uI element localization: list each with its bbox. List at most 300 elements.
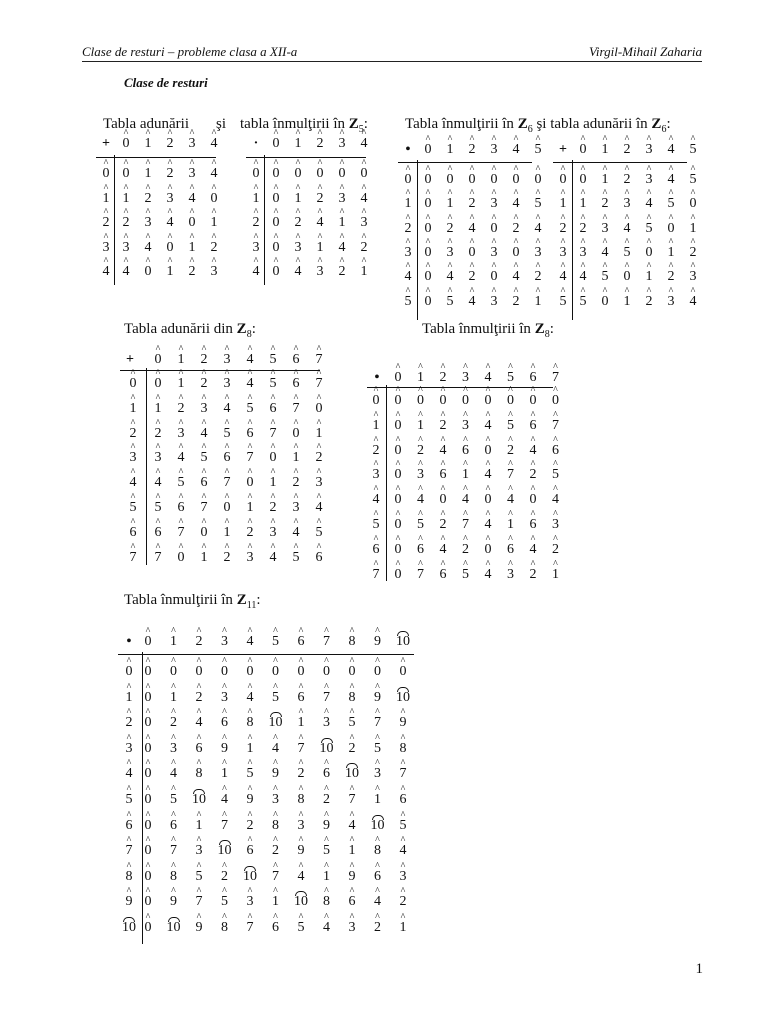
cell-value: ^ 3 — [298, 818, 305, 834]
table-cell — [201, 525, 208, 541]
row-label-value: ^ 5 — [126, 792, 133, 808]
header-value: ^ 4 — [211, 136, 218, 152]
table-cell — [552, 542, 559, 558]
table-cell — [298, 664, 305, 680]
cell-value: ^ 3 — [316, 475, 323, 491]
cell-value: ^ 3 — [221, 690, 228, 706]
cell-value: ^ 0 — [646, 245, 653, 261]
cell-value: ^ 0 — [167, 240, 174, 256]
table-cell — [298, 920, 305, 936]
row-label — [126, 690, 133, 706]
table-cell — [417, 418, 424, 434]
cell-value: ^ 2 — [189, 264, 196, 280]
table-cell — [272, 894, 279, 910]
cell-value: ^ 0 — [145, 741, 152, 757]
table-cell — [145, 869, 152, 885]
cell-value: ^ 0 — [201, 525, 208, 541]
column-header — [491, 142, 498, 158]
cell-value: ^ 1 — [690, 221, 697, 237]
cell-value: ^ 0 — [462, 393, 469, 409]
table-cell — [513, 172, 520, 188]
table-cell — [201, 475, 208, 491]
cell-value: ^ 0 — [293, 426, 300, 442]
row-label — [253, 215, 260, 231]
cell-value: 10 — [294, 894, 308, 910]
row-label-value: ^ 4 — [373, 492, 380, 508]
table-cell — [323, 920, 330, 936]
header-value: ^ 2 — [469, 142, 476, 158]
table-cell — [211, 264, 218, 280]
row-label — [373, 443, 380, 459]
cell-value: ^ 0 — [211, 191, 218, 207]
column-header — [155, 352, 162, 368]
table-cell — [320, 741, 334, 757]
cell-value: ^ 2 — [552, 542, 559, 558]
cell-value: ^ 4 — [552, 492, 559, 508]
operator-symbol: + — [559, 142, 567, 157]
cell-value: ^ 6 — [552, 443, 559, 459]
cell-value: ^ 0 — [602, 294, 609, 310]
table-cell — [552, 492, 559, 508]
table-cell — [491, 245, 498, 261]
caption-z11-colon: : — [256, 592, 261, 608]
column-header — [247, 634, 254, 650]
header-value: ^ 1 — [417, 370, 424, 386]
cell-value: ^ 0 — [395, 443, 402, 459]
table-cell — [646, 245, 653, 261]
cell-value: ^ 7 — [323, 690, 330, 706]
table-cell — [323, 766, 330, 782]
table-cell — [491, 172, 498, 188]
cell-value: ^ 4 — [270, 550, 277, 566]
cell-value: ^ 2 — [196, 690, 203, 706]
table-cell — [646, 294, 653, 310]
table-cell — [469, 294, 476, 310]
cell-value: ^ 1 — [196, 818, 203, 834]
table-cell — [201, 376, 208, 392]
column-header — [273, 136, 280, 152]
table-cell — [221, 715, 228, 731]
table-cell — [462, 467, 469, 483]
cell-value: ^ 4 — [535, 221, 542, 237]
table-cell — [374, 869, 381, 885]
cell-value: ^ 3 — [374, 766, 381, 782]
table-cell — [196, 715, 203, 731]
cell-value: ^ 0 — [145, 920, 152, 936]
table-cell — [247, 741, 254, 757]
table-cell — [425, 269, 432, 285]
table-cell — [507, 567, 514, 583]
caption-z6-subscript-2: 6 — [661, 124, 667, 135]
table-cell — [273, 191, 280, 207]
header-left: Clase de resturi – probleme clasa a XII-a — [82, 44, 298, 59]
table-cell — [624, 245, 631, 261]
table-cell — [272, 766, 279, 782]
column-header — [552, 370, 559, 386]
row-label-value: ^ 1 — [560, 196, 567, 212]
table-cell — [469, 221, 476, 237]
header-value: 10 — [396, 634, 410, 649]
cell-value: ^ 3 — [196, 843, 203, 859]
cell-value: ^ 5 — [224, 426, 231, 442]
table-cell — [485, 467, 492, 483]
cell-value: ^ 0 — [690, 196, 697, 212]
cell-value: ^ 4 — [485, 517, 492, 533]
table-cell — [371, 818, 385, 834]
table-cell — [272, 792, 279, 808]
row-label — [126, 664, 133, 680]
caption-z6 — [405, 116, 671, 135]
header-value: ^ 8 — [349, 634, 356, 650]
cell-value: ^ 3 — [167, 191, 174, 207]
table-cell — [170, 818, 177, 834]
cell-value: ^ 6 — [298, 690, 305, 706]
cell-value: ^ 3 — [317, 264, 324, 280]
header-value: ^ 2 — [196, 634, 203, 650]
caption-z8-mul-subscript: 8 — [544, 329, 550, 340]
row-label — [560, 245, 567, 261]
cell-value: ^ 4 — [668, 172, 675, 188]
row-label — [126, 869, 133, 885]
header-value: ^ 3 — [224, 352, 231, 368]
cell-value: ^ 3 — [211, 264, 218, 280]
table-cell — [552, 393, 559, 409]
table-cell — [668, 196, 675, 212]
cell-value: ^ 6 — [178, 500, 185, 516]
table-cell — [247, 376, 254, 392]
cell-value: ^ 2 — [211, 240, 218, 256]
cell-value: ^ 8 — [374, 843, 381, 859]
cell-value: ^ 5 — [374, 741, 381, 757]
header-value: ^ 4 — [513, 142, 520, 158]
cell-value: ^ 6 — [316, 550, 323, 566]
table-cell — [624, 172, 631, 188]
cell-value: ^ 4 — [400, 843, 407, 859]
caption-z8-mul-symbol: Z — [534, 321, 545, 337]
row-label — [126, 741, 133, 757]
column-header — [646, 142, 653, 158]
table-cell — [552, 443, 559, 459]
table-cell — [580, 269, 587, 285]
cell-value: ^ 2 — [221, 869, 228, 885]
cell-value: ^ 4 — [690, 294, 697, 310]
table-cell — [690, 221, 697, 237]
cell-value: ^ 0 — [170, 664, 177, 680]
table-cell — [374, 741, 381, 757]
table-cell — [298, 843, 305, 859]
table-cell — [145, 766, 152, 782]
cell-value: ^ 5 — [462, 567, 469, 583]
cell-value: ^ 4 — [247, 690, 254, 706]
cell-value: ^ 1 — [201, 550, 208, 566]
row-label — [560, 269, 567, 285]
table-cell — [339, 191, 346, 207]
column-header — [485, 370, 492, 386]
table-cell — [690, 172, 697, 188]
table-cell — [580, 221, 587, 237]
cell-value: ^ 9 — [221, 741, 228, 757]
column-header — [513, 142, 520, 158]
table-cell — [374, 664, 381, 680]
cell-value: ^ 1 — [145, 166, 152, 182]
table-cell — [189, 264, 196, 280]
table-cell — [395, 567, 402, 583]
cell-value: ^ 6 — [440, 467, 447, 483]
table-cell — [273, 166, 280, 182]
header-value: ^ 5 — [690, 142, 697, 158]
table-cell — [316, 450, 323, 466]
cell-value: ^ 3 — [201, 401, 208, 417]
cell-value: ^ 9 — [170, 894, 177, 910]
caption-z8-add-text: Tabla adunării din — [124, 321, 233, 337]
cell-value: ^ 1 — [298, 715, 305, 731]
table-cell — [247, 894, 254, 910]
table-cell — [224, 475, 231, 491]
table-cell — [580, 196, 587, 212]
cell-value: ^ 0 — [447, 172, 454, 188]
cell-value: ^ 2 — [272, 843, 279, 859]
table-cell — [178, 500, 185, 516]
caption-z8-add-colon: : — [251, 321, 256, 337]
cell-value: ^ 5 — [293, 550, 300, 566]
table-cell — [646, 172, 653, 188]
table-cell — [361, 264, 368, 280]
cell-value: ^ 3 — [155, 450, 162, 466]
cell-value: ^ 7 — [221, 818, 228, 834]
row-label-value: ^ 3 — [130, 450, 137, 466]
cell-value: ^ 4 — [339, 240, 346, 256]
cell-value: ^ 8 — [298, 792, 305, 808]
cell-value: ^ 3 — [145, 215, 152, 231]
row-label-value: ^ 0 — [253, 166, 260, 182]
cell-value: ^ 0 — [349, 664, 356, 680]
table-cell — [201, 426, 208, 442]
table-cell — [349, 894, 356, 910]
table-cell — [535, 172, 542, 188]
header-value: ^ 7 — [316, 352, 323, 368]
cell-value: ^ 2 — [247, 525, 254, 541]
cell-value: ^ 8 — [272, 818, 279, 834]
cell-value: ^ 0 — [272, 664, 279, 680]
cell-value: ^ 1 — [602, 172, 609, 188]
row-label — [126, 792, 133, 808]
row-label-value: ^ 6 — [130, 525, 137, 541]
cell-value: ^ 3 — [170, 741, 177, 757]
cell-value: ^ 0 — [273, 264, 280, 280]
cell-value: ^ 3 — [690, 269, 697, 285]
table-cell — [400, 741, 407, 757]
column-header — [469, 142, 476, 158]
cell-value: ^ 0 — [395, 517, 402, 533]
table-cell — [485, 492, 492, 508]
table-cell — [269, 715, 283, 731]
row-label-divider — [146, 368, 147, 565]
cell-value: ^ 3 — [462, 418, 469, 434]
header-value: ^ 4 — [247, 352, 254, 368]
header-value: ^ 4 — [247, 634, 254, 650]
table-cell — [425, 221, 432, 237]
row-label-value: ^ 3 — [560, 245, 567, 261]
table-cell — [247, 766, 254, 782]
table-cell — [491, 269, 498, 285]
cell-value: ^ 6 — [247, 426, 254, 442]
cell-value: ^ 4 — [201, 426, 208, 442]
cell-value: ^ 9 — [247, 792, 254, 808]
cell-value: ^ 8 — [400, 741, 407, 757]
cell-value: ^ 0 — [298, 664, 305, 680]
cell-value: 10 — [370, 817, 385, 833]
table-cell — [178, 525, 185, 541]
cell-value: ^ 0 — [425, 294, 432, 310]
table-cell — [395, 467, 402, 483]
table-cell — [491, 196, 498, 212]
table-cell — [196, 843, 203, 859]
cell-value: ^ 1 — [374, 792, 381, 808]
row-label-value: ^ 9 — [126, 894, 133, 910]
cell-value: ^ 1 — [247, 500, 254, 516]
cell-value: ^ 5 — [196, 869, 203, 885]
cell-value: ^ 0 — [145, 818, 152, 834]
table-cell — [273, 264, 280, 280]
row-label — [130, 450, 137, 466]
cell-value: ^ 3 — [507, 567, 514, 583]
table-cell — [447, 221, 454, 237]
cell-value: ^ 0 — [317, 166, 324, 182]
cell-value: ^ 0 — [270, 450, 277, 466]
cell-value: ^ 3 — [491, 196, 498, 212]
cell-value: ^ 0 — [395, 467, 402, 483]
cell-value: ^ 0 — [395, 542, 402, 558]
table-cell — [530, 492, 537, 508]
table-cell — [624, 196, 631, 212]
cell-value: ^ 3 — [646, 172, 653, 188]
column-header — [580, 142, 587, 158]
table-cell — [462, 567, 469, 583]
operator-cell — [375, 370, 380, 386]
table-cell — [272, 664, 279, 680]
table-cell — [400, 792, 407, 808]
table-cell — [447, 269, 454, 285]
cell-value: ^ 4 — [624, 221, 631, 237]
table-cell — [170, 894, 177, 910]
cell-value: ^ 0 — [440, 492, 447, 508]
cell-value: ^ 3 — [624, 196, 631, 212]
table-cell — [316, 426, 323, 442]
table-cell — [167, 240, 174, 256]
operator-symbol: + — [126, 352, 134, 367]
table-cell — [425, 245, 432, 261]
row-label-value: ^ 4 — [130, 475, 137, 491]
cell-value: ^ 1 — [624, 294, 631, 310]
header-value: ^ 3 — [189, 136, 196, 152]
header-value: ^ 2 — [167, 136, 174, 152]
table-cell — [247, 500, 254, 516]
table-cell — [224, 450, 231, 466]
table-cell — [361, 240, 368, 256]
table-cell — [218, 843, 232, 859]
row-label — [130, 401, 137, 417]
row-label — [560, 196, 567, 212]
header-value: ^ 0 — [145, 634, 152, 650]
row-label-value: ^ 2 — [405, 221, 412, 237]
cell-value: ^ 6 — [374, 869, 381, 885]
cell-value: ^ 1 — [178, 376, 185, 392]
cell-value: ^ 1 — [270, 475, 277, 491]
row-label — [373, 542, 380, 558]
cell-value: ^ 5 — [247, 766, 254, 782]
header-rule-line — [398, 162, 532, 163]
page-number: 1 — [695, 961, 703, 977]
caption-z6-subscript-1: 6 — [527, 124, 533, 135]
cell-value: ^ 1 — [552, 567, 559, 583]
table-cell — [417, 467, 424, 483]
table-cell — [155, 550, 162, 566]
table-cell — [294, 894, 308, 910]
header-value: ^ 5 — [507, 370, 514, 386]
cell-value: ^ 7 — [272, 869, 279, 885]
header-rule-line — [553, 162, 687, 163]
row-label-value: ^ 0 — [560, 172, 567, 188]
cell-value: ^ 0 — [145, 264, 152, 280]
header-value: ^ 6 — [298, 634, 305, 650]
table-cell — [417, 567, 424, 583]
table-cell — [323, 690, 330, 706]
row-label-divider — [264, 155, 265, 285]
cell-value: ^ 3 — [293, 500, 300, 516]
table-cell — [145, 894, 152, 910]
operator-symbol: + — [102, 136, 110, 151]
cell-value: ^ 2 — [270, 500, 277, 516]
cell-value: ^ 8 — [323, 894, 330, 910]
cell-value: ^ 4 — [646, 196, 653, 212]
table-cell — [507, 492, 514, 508]
cell-value: ^ 0 — [469, 245, 476, 261]
row-label-value: ^ 5 — [405, 294, 412, 310]
row-label-value: ^ 6 — [373, 542, 380, 558]
table-cell — [123, 240, 130, 256]
table-cell — [513, 196, 520, 212]
table-cell — [178, 450, 185, 466]
cell-value: ^ 0 — [273, 191, 280, 207]
cell-value: ^ 2 — [535, 269, 542, 285]
row-label-value: ^ 0 — [126, 664, 133, 680]
cell-value: ^ 7 — [552, 418, 559, 434]
table-cell — [323, 715, 330, 731]
table-cell — [167, 191, 174, 207]
cell-value: ^ 6 — [196, 741, 203, 757]
row-label-value: ^ 3 — [373, 467, 380, 483]
table-cell — [247, 715, 254, 731]
cell-value: ^ 5 — [602, 269, 609, 285]
table-cell — [211, 240, 218, 256]
table-cell — [270, 525, 277, 541]
cell-value: ^ 7 — [293, 401, 300, 417]
row-label — [373, 418, 380, 434]
table-cell — [396, 690, 410, 706]
cell-value: ^ 0 — [178, 550, 185, 566]
cell-value: ^ 5 — [417, 517, 424, 533]
table-cell — [270, 475, 277, 491]
table-cell — [155, 450, 162, 466]
cell-value: ^ 2 — [155, 426, 162, 442]
cell-value: ^ 8 — [170, 869, 177, 885]
table-cell — [602, 269, 609, 285]
cell-value: ^ 0 — [374, 664, 381, 680]
table-cell — [196, 690, 203, 706]
cell-value: ^ 8 — [349, 690, 356, 706]
header-value: ^ 3 — [221, 634, 228, 650]
operator-symbol: • — [405, 142, 411, 157]
